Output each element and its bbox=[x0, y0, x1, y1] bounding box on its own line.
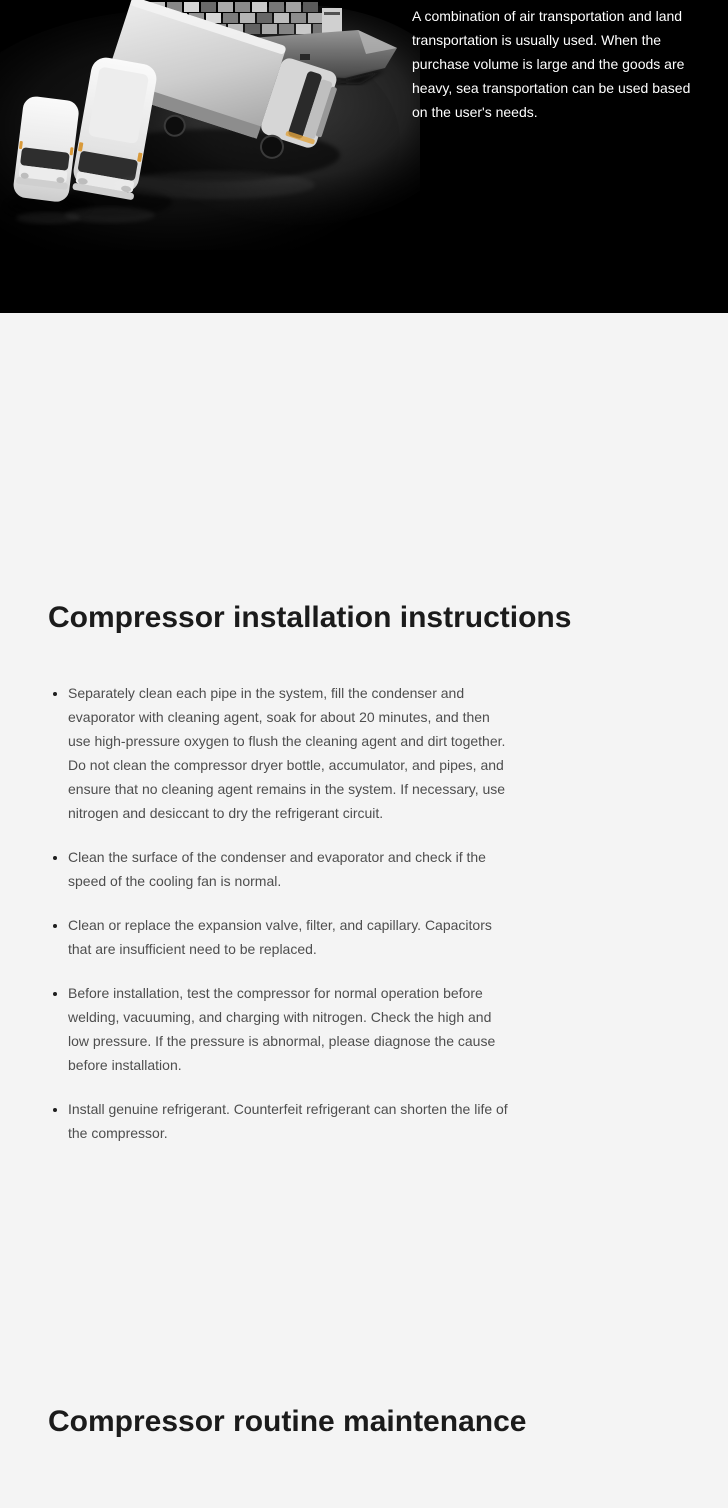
hero-banner bbox=[0, 0, 728, 313]
maintenance-section-heading: Compressor routine maintenance bbox=[48, 1405, 527, 1438]
installation-bullet-item: • Before installation, test the compressor for normal operation before welding, vacuuming, and charging with nitrogen. Check the high and low pressure. If the pressure is abnormal, please diagnose the cause before installation. bbox=[68, 981, 510, 1077]
installation-bullet-item: • Clean or replace the expansion valve, filter, and capillary. Capacitors that are insufficient need to be replaced. bbox=[68, 913, 510, 961]
hero-caption: A combination of air transportation and land transportation is usually used. When the purchase volume is large and the goods are heavy, sea transportation can be used based on the user's needs. bbox=[412, 8, 691, 120]
installation-bullet-item: • Install genuine refrigerant. Counterfeit refrigerant can shorten the life of the compressor. bbox=[68, 1097, 510, 1145]
installation-bullet-list bbox=[48, 681, 510, 1145]
installation-bullet-item: • Clean the surface of the condenser and evaporator and check if the speed of the cooling fan is normal. bbox=[68, 845, 510, 893]
fleet-cargo-ship-image bbox=[0, 0, 420, 250]
installation-bullet-item: • Separately clean each pipe in the system, fill the condenser and evaporator with cleaning agent, soak for about 20 minutes, and then use high-pressure oxygen to flush the cleaning agent and dirt together. Do not clean the compressor dryer bottle, accumulator, and pipes, and ensure that no cleaning agent remains in the system. If necessary, use nitrogen and desiccant to dry the refrigerant circuit. bbox=[68, 681, 510, 825]
main-content bbox=[0, 600, 728, 1440]
installation-section-heading: Compressor installation instructions bbox=[48, 601, 572, 634]
